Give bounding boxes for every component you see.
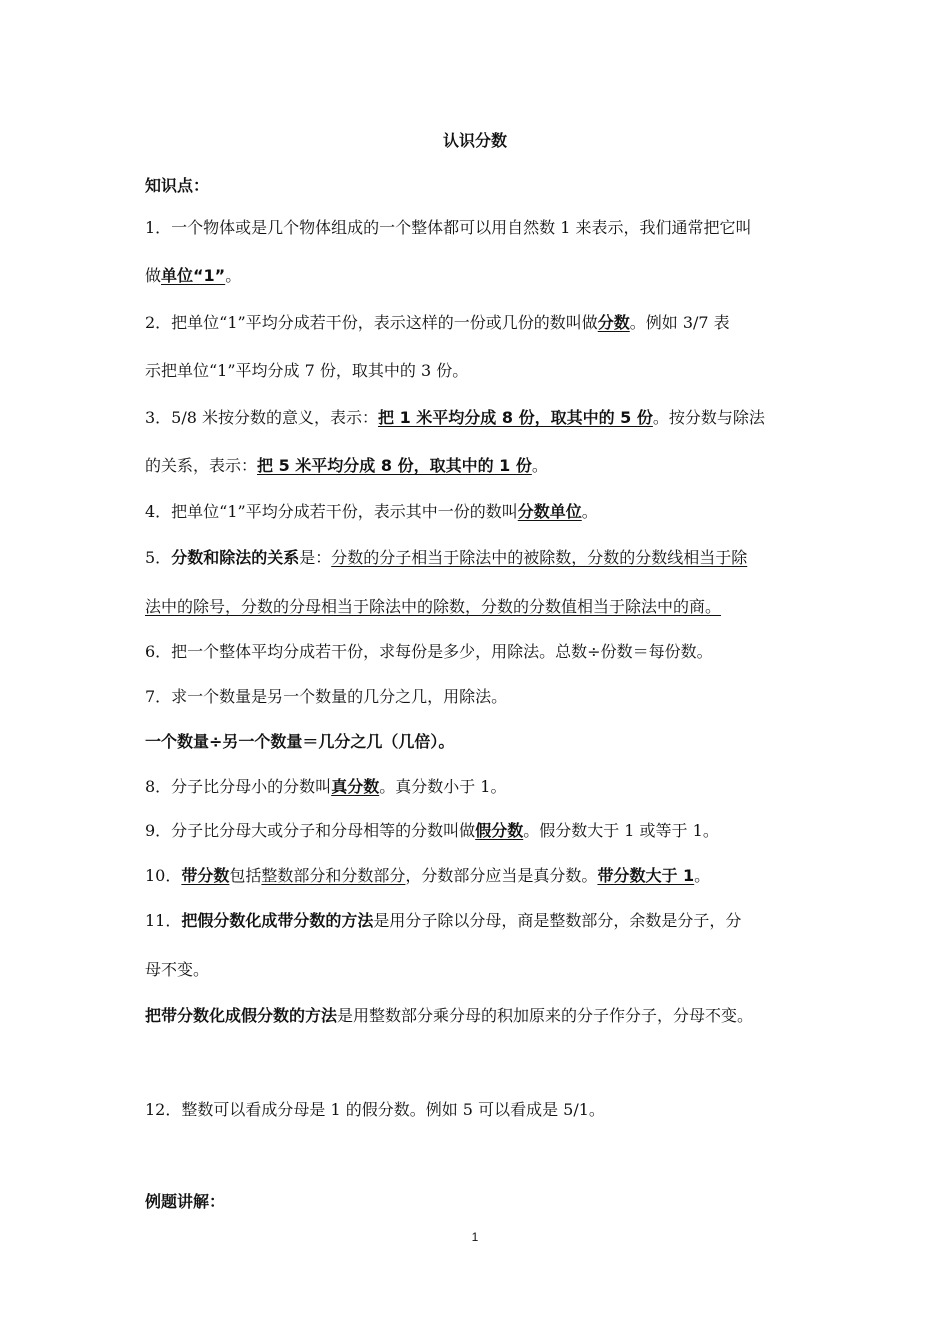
text: 。例如 3/7 表 [629, 313, 730, 332]
text: 的关系，表示： [145, 456, 258, 475]
text: 4．把单位“1”平均分成若干份，表示其中一份的数叫 [145, 502, 518, 521]
paragraph-11-line-2: 母不变。 [145, 960, 210, 979]
text: 。假分数大于 1 或等于 1。 [523, 821, 719, 840]
term-meaning: 把 1 米平均分成 8 份，取其中的 5 份 [378, 408, 653, 427]
text: 11． [145, 911, 182, 930]
text: 。 [581, 502, 598, 521]
paragraph-9 [145, 821, 719, 841]
text: 。按分数与除法 [652, 408, 765, 427]
paragraph-3-line-1 [145, 408, 765, 428]
section-heading: 知识点： [145, 176, 210, 195]
text: 。 [225, 266, 242, 285]
term-mixed-number: 带分数 [181, 866, 230, 885]
underlined-text: 法中的除号，分数的分母相当于除法中的除数，分数的分数值相当于除法中的商。 [145, 597, 722, 616]
paragraph-2-line-1 [145, 313, 730, 333]
paragraph-3-line-2 [145, 456, 548, 476]
text: 9．分子比分母大或分子和分母相等的分数叫做 [145, 821, 476, 840]
page-number: 1 [471, 1230, 479, 1244]
text: 8．分子比分母小的分数叫 [145, 777, 332, 796]
paragraph-5-line-1 [145, 548, 747, 568]
term-division: 把 5 米平均分成 8 份，取其中的 1 份 [257, 456, 532, 475]
text: 做 [145, 266, 162, 285]
paragraph-10 [145, 866, 710, 886]
underlined-text: 整数部分和分数部分 [261, 866, 406, 885]
text: 3．5/8 米按分数的意义，表示： [145, 408, 379, 427]
term-fraction: 分数 [597, 313, 630, 332]
term-improper-fraction: 假分数 [475, 821, 524, 840]
term-unit-one: 单位“1” [161, 266, 226, 285]
paragraph-2-line-2: 示把单位“1”平均分成 7 份，取其中的 3 份。 [145, 361, 469, 380]
text: 10． [145, 866, 182, 885]
paragraph-6: 6．把一个整体平均分成若干份，求每份是多少，用除法。总数÷份数＝每份数。 [145, 642, 713, 661]
text: ，分数部分应当是真分数。 [405, 866, 598, 885]
paragraph-8 [145, 777, 506, 797]
paragraph-11-line-1 [145, 911, 741, 931]
paragraph-11-line-3 [145, 1006, 753, 1026]
text: 是： [299, 548, 332, 567]
bold-text: 把假分数化成带分数的方法 [181, 911, 374, 930]
text: 是用分子除以分母，商是整数部分，余数是分子，分 [373, 911, 742, 930]
text: 。真分数小于 1。 [379, 777, 507, 796]
bold-text: 分数和除法的关系 [171, 548, 300, 567]
text: 5． [145, 548, 172, 567]
text: 2．把单位“1”平均分成若干份，表示这样的一份或几份的数叫做 [145, 313, 598, 332]
paragraph-12: 12．整数可以看成分母是 1 的假分数。例如 5 可以看成是 5/1。 [145, 1100, 605, 1119]
paragraph-4 [145, 502, 598, 522]
paragraph-1-line-2 [145, 266, 241, 286]
term-mixed-greater: 带分数大于 1 [597, 866, 695, 885]
bold-text: 把带分数化成假分数的方法 [145, 1006, 338, 1025]
underlined-text: 分数的分子相当于除法中的被除数，分数的分数线相当于除 [331, 548, 748, 567]
text: 包括 [229, 866, 262, 885]
term-fraction-unit: 分数单位 [517, 502, 582, 521]
page-title: 认识分数 [442, 131, 507, 150]
term-proper-fraction: 真分数 [331, 777, 380, 796]
text: 是用整数部分乘分母的积加原来的分子作分子，分母不变。 [337, 1006, 754, 1025]
paragraph-7: 7．求一个数量是另一个数量的几分之几，用除法。 [145, 687, 508, 706]
text: 。 [694, 866, 711, 885]
formula-line: 一个数量÷另一个数量＝几分之几（几倍）。 [145, 732, 455, 751]
examples-heading: 例题讲解： [145, 1192, 226, 1211]
text: 。 [531, 456, 548, 475]
paragraph-1-line-1: 1．一个物体或是几个物体组成的一个整体都可以用自然数 1 来表示，我们通常把它叫 [145, 218, 752, 237]
paragraph-5-line-2 [145, 597, 721, 617]
